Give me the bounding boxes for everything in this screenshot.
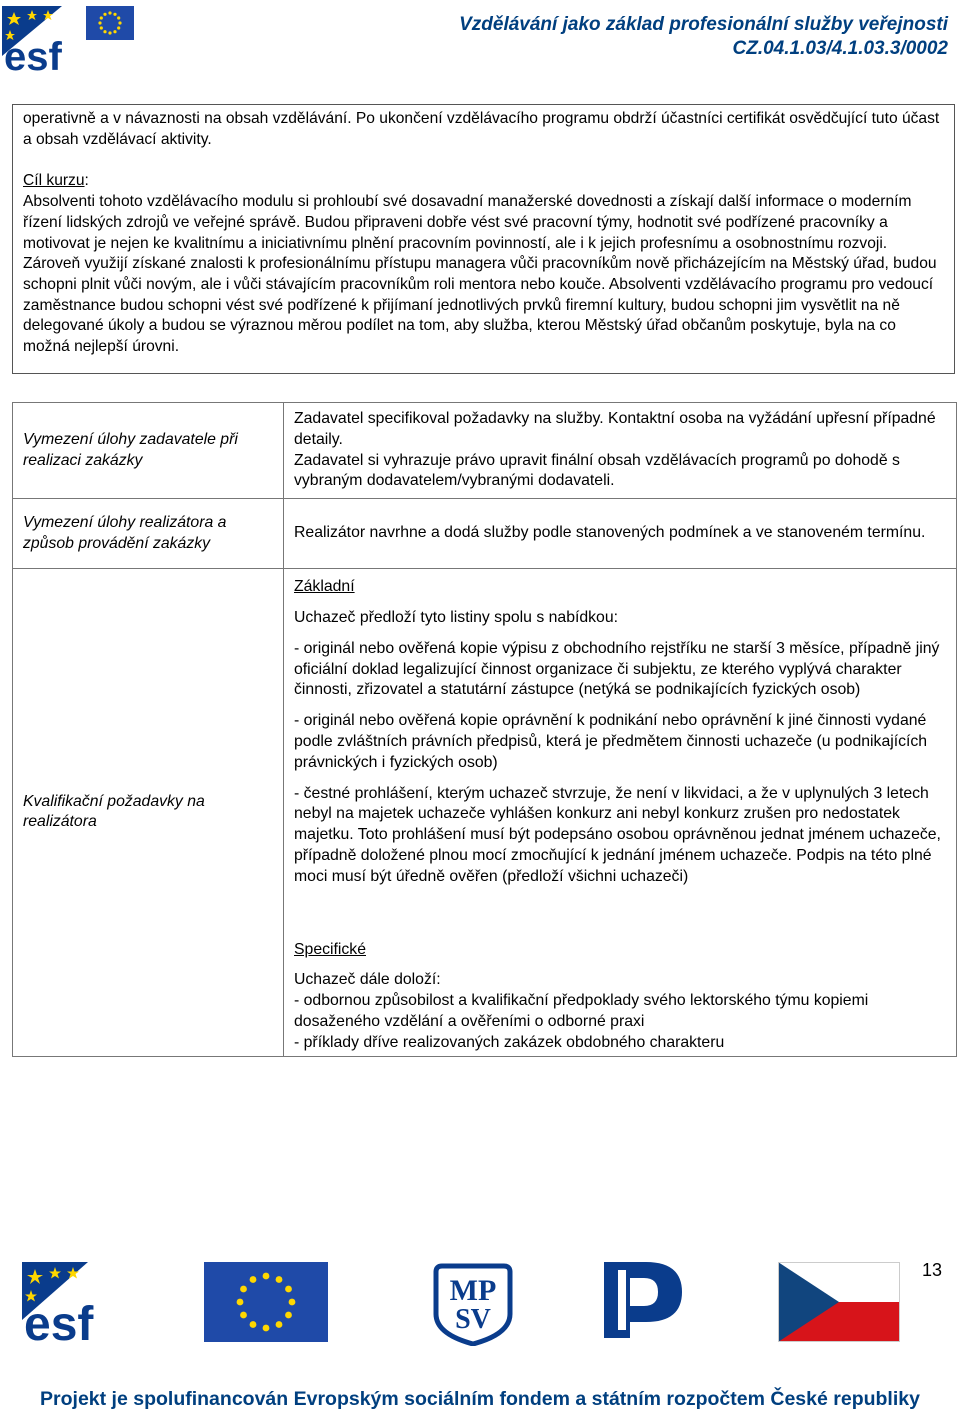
row-value [284,569,957,1056]
requirement-item: - čestné prohlášení, kterým uchazeč stvrzuje, že není v likvidaci, a že v uplynulých 3 letech nebyl na majetek uchazeče vyhlášen konkurz ani nebyl konkurz zrušen pro nedostatek majetku. Toto prohlášení musí být podepsáno osobou oprávněnou jednat jménem uchazeče, případně doložené plnou mocí zmocňující k jednání jménem uchazeče. Podpis na této plné moci musí být úředně ověřen (předloží všichni uchazeči) [294,784,941,885]
intro-box [12,104,955,374]
page-number: 13 [922,1260,943,1280]
footer-ministry-logo [600,1258,686,1342]
footer-czech-flag [778,1262,900,1342]
intro-paragraph: operativně a v návaznosti na obsah vzdělávání. Po ukončení vzdělávacího programu obdrží účastníci certifikát osvědčující tuto účast a obsah vzdělávací aktivity. [23,110,940,148]
row-label: Kvalifikační požadavky na realizátora [13,569,284,1056]
basic-heading: Základní [294,578,355,596]
row-text: Zadavatel si vyhrazuje právo upravit finální obsah vzdělávacích programů po dohodě s vybraným dodavatelem/vybranými dodavateli. [294,451,900,490]
row-value [284,499,957,569]
footer-eu-flag [204,1262,328,1342]
svg-text:MP: MP [449,1274,497,1307]
header-code: CZ.04.1.03/4.1.03.3/0002 [732,38,948,59]
specific-item: - odbornou způsobilost a kvalifikační předpoklady svého lektorského týmu kopiemi dosaženého vzdělání a ověřeními o odborné praxi [294,992,869,1030]
table-row [13,499,957,569]
row-label: Vymezení úlohy realizátora a způsob provádění zakázky [13,499,284,569]
goal-colon: : [84,172,89,190]
svg-text:esf: esf [4,35,62,72]
goal-label: Cíl kurzu [23,172,85,190]
requirements-table [12,402,957,1057]
table-row [13,569,957,1056]
requirement-item: - originál nebo ověřená kopie oprávnění k podnikání nebo oprávnění k jiné činnosti vydané podle zvláštních právních předpisů, která je předmětem činnosti uchazeče (u podnikajících právnických i fyzických osob) [294,712,928,771]
footer-mpsv-logo [430,1258,516,1346]
row-text: Zadavatel specifikoval požadavky na služby. Kontaktní osoba na vyžádání upřesní případné detaily. [294,410,936,448]
row-value [284,403,957,499]
goal-heading [23,171,944,192]
row-text: Realizátor navrhne a dodá služby podle stanovených podmínek a ve stanoveném termínu. [294,524,926,542]
footer-text: Projekt je spolufinancován Evropským sociálním fondem a státním rozpočtem České republiky [40,1388,920,1410]
svg-text:SV: SV [455,1304,491,1335]
header-eu-flag [86,6,134,40]
goal-text: Absolventi tohoto vzdělávacího modulu si prohloubí své dosavadní manažerské dovednosti a získají další informace o moderním řízení lidských zdrojů ve veřejné správě. Budou připraveni dobře vést své pracovní týmy, hodnotit své podřízené pracovníky a motivovat je nejen ke kvalitnímu a iniciativnímu plnění pracovním povinností, ale i k jejich profesnímu a osobnostnímu rozvoji. Zároveň využijí získané znalosti k profesionálnímu přístupu managera vůči pracovníkům nově přicházejícím na Městský úřad, budou schopni plnit vůči novým, ale i vůči stávajícím pracovníkům roli mentora nebo kouče. Absolventi vzdělávacího programu pro vedoucí zaměstnance budou schopni vést své podřízené k přijímaní jednotlivých prvků firemní kultury, budou schopni jim vysvětlit na ně delegované úkoly a budou se výraznou měrou podílet na tom, aby služba, kterou Městský úřad občanům poskytuje, byla na co možná nejlepší úrovni. [23,193,937,356]
specific-heading: Specifické [294,940,366,958]
specific-intro: Uchazeč dále doloží: [294,971,441,989]
header-title: Vzdělávání jako základ profesionální služby veřejnosti [459,14,948,35]
svg-text:esf: esf [24,1298,94,1342]
footer-esf-logo [22,1262,114,1342]
row-label: Vymezení úlohy zadavatele při realizaci zakázky [13,403,284,499]
header-esf-logo [2,6,84,72]
table-row [13,403,957,499]
basic-intro: Uchazeč předloží tyto listiny spolu s nabídkou: [294,608,619,626]
requirement-item: - originál nebo ověřená kopie výpisu z obchodního rejstříku ne starší 3 měsíce, případně jiný oficiální doklad legalizující činnost organizace či subjektu, ze kterého vyplývá charakter činnosti, zřizovatel a statutární zástupce (netýká se podnikajících fyzických osob) [294,639,940,699]
specific-item: - příklady dříve realizovaných zakázek obdobného charakteru [294,1033,725,1051]
